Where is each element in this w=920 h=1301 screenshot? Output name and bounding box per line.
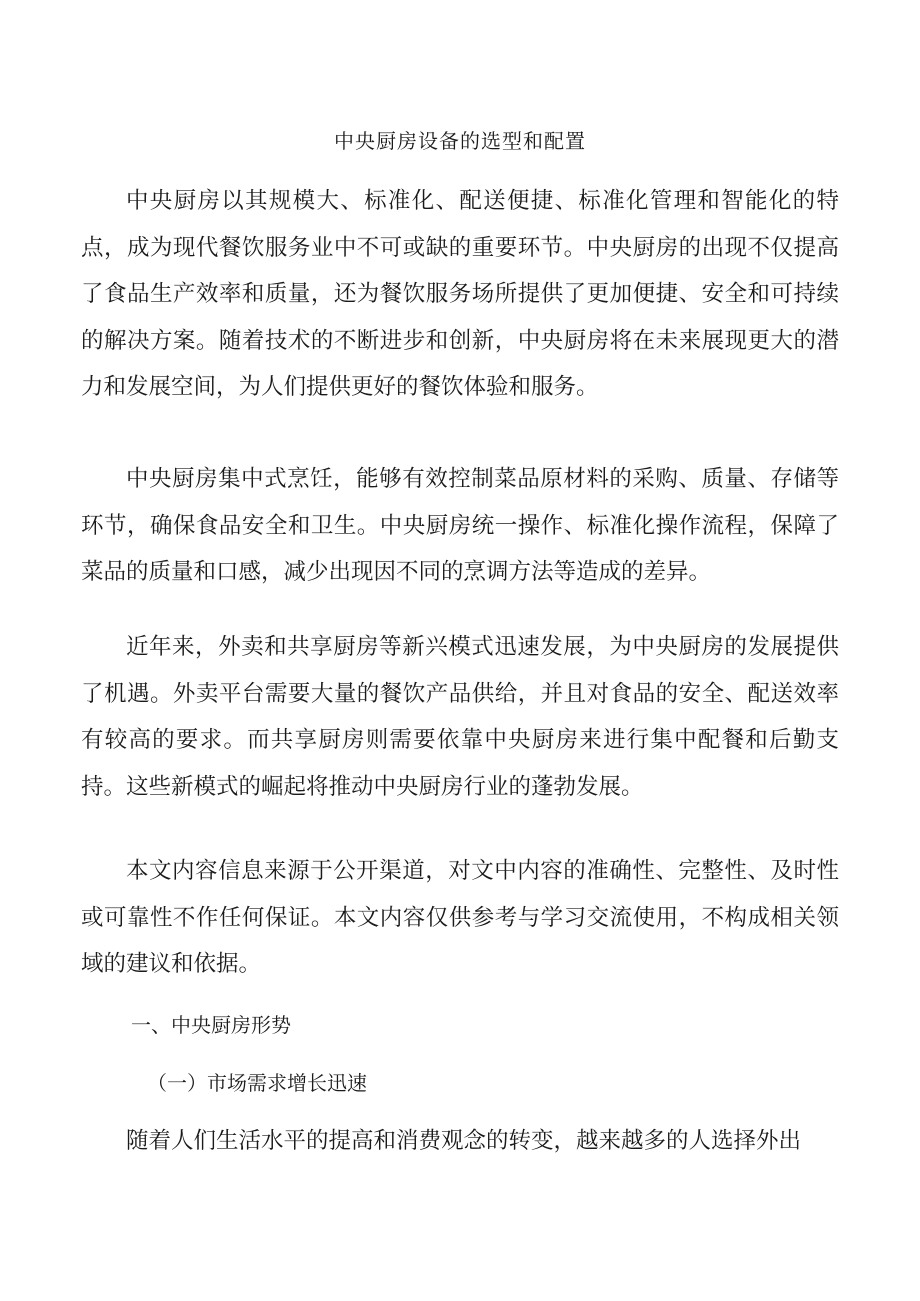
- subsection-heading: （一）市场需求增长迅速: [147, 1071, 367, 1095]
- document-title: 中央厨房设备的选型和配置: [334, 129, 586, 153]
- paragraph-disclaimer: 本文内容信息来源于公开渠道，对文中内容的准确性、完整性、及时性或可靠性不作任何保证。本文内容仅供参考与学习交流使用，不构成相关领域的建议和依据。: [81, 858, 839, 978]
- paragraph-centralized-cooking: 中央厨房集中式烹饪，能够有效控制菜品原材料的采购、质量、存储等环节，确保食品安全和卫生。中央厨房统一操作、标准化操作流程，保障了菜品的质量和口感，减少出现因不同的烹调方法等造成的差异。: [81, 466, 839, 586]
- paragraph-market-demand: 随着人们生活水平的提高和消费观念的转变，越来越多的人选择外出: [126, 1128, 802, 1154]
- paragraph-new-models: 近年来，外卖和共享厨房等新兴模式迅速发展，为中央厨房的发展提供了机遇。外卖平台需要大量的餐饮产品供给，并且对食品的安全、配送效率有较高的要求。而共享厨房则需要依靠中央厨房来进行集中配餐和后勤支持。这些新模式的崛起将推动中央厨房行业的蓬勃发展。: [81, 634, 839, 800]
- section-heading: 一、中央厨房形势: [131, 1013, 291, 1037]
- paragraph-intro: 中央厨房以其规模大、标准化、配送便捷、标准化管理和智能化的特点，成为现代餐饮服务业中不可或缺的重要环节。中央厨房的出现不仅提高了食品生产效率和质量，还为餐饮服务场所提供了更加便捷、安全和可持续的解决方案。随着技术的不断进步和创新，中央厨房将在未来展现更大的潜力和发展空间，为人们提供更好的餐饮体验和服务。: [81, 188, 839, 401]
